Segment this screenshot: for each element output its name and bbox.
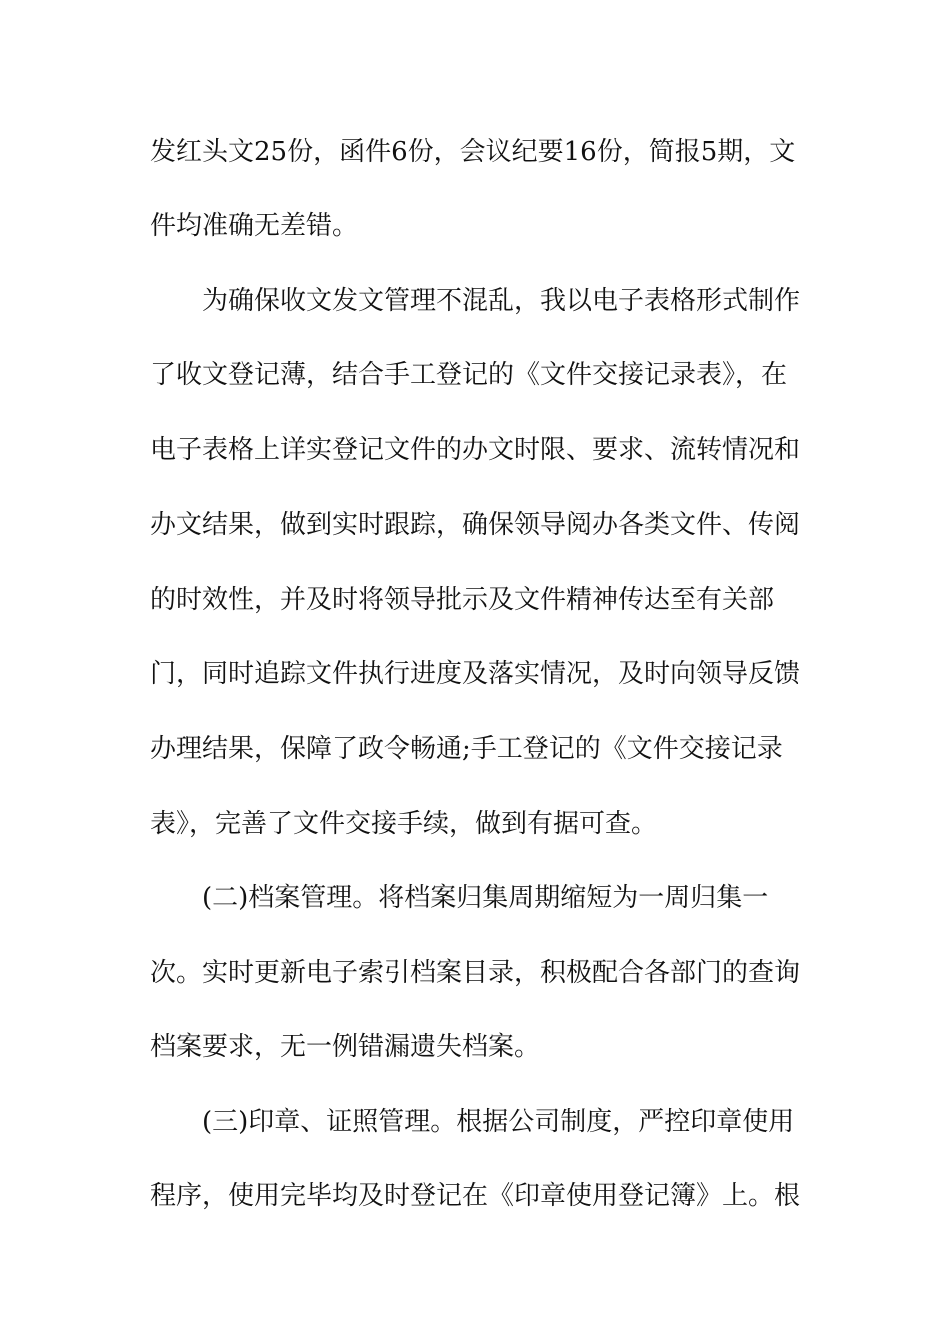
text-line: 次。实时更新电子索引档案目录，积极配合各部门的查询 <box>150 958 801 988</box>
text-line: 件均准确无差错。 <box>150 211 359 241</box>
paragraph-first-line: (三)印章、证照管理。根据公司制度，严控印章使用 <box>202 1107 795 1137</box>
text-line: 的时效性，并及时将领导批示及文件精神传达至有关部 <box>150 585 775 615</box>
text-line: 发红头文25份，函件6份，会议纪要16份，简报5期，文 <box>150 137 796 167</box>
text-line: 表》，完善了文件交接手续，做到有据可查。 <box>150 809 658 839</box>
text-line: 档案要求，无一例错漏遗失档案。 <box>150 1032 541 1062</box>
text-line: 办理结果，保障了政令畅通;手工登记的《文件交接记录 <box>150 734 783 764</box>
text-line: 办文结果，做到实时跟踪，确保领导阅办各类文件、传阅 <box>150 510 801 540</box>
paragraph-first-line: 为确保收文发文管理不混乱，我以电子表格形式制作 <box>202 286 801 316</box>
text-line: 了收文登记薄，结合手工登记的《文件交接记录表》，在 <box>150 360 788 390</box>
paragraph-first-line: (二)档案管理。将档案归集周期缩短为一周归集一 <box>202 883 769 913</box>
text-line: 门，同时追踪文件执行进度及落实情况，及时向领导反馈 <box>150 659 801 689</box>
text-line: 电子表格上详实登记文件的办文时限、要求、流转情况和 <box>150 435 801 465</box>
text-line: 程序，使用完毕均及时登记在《印章使用登记簿》上。根 <box>150 1181 801 1211</box>
